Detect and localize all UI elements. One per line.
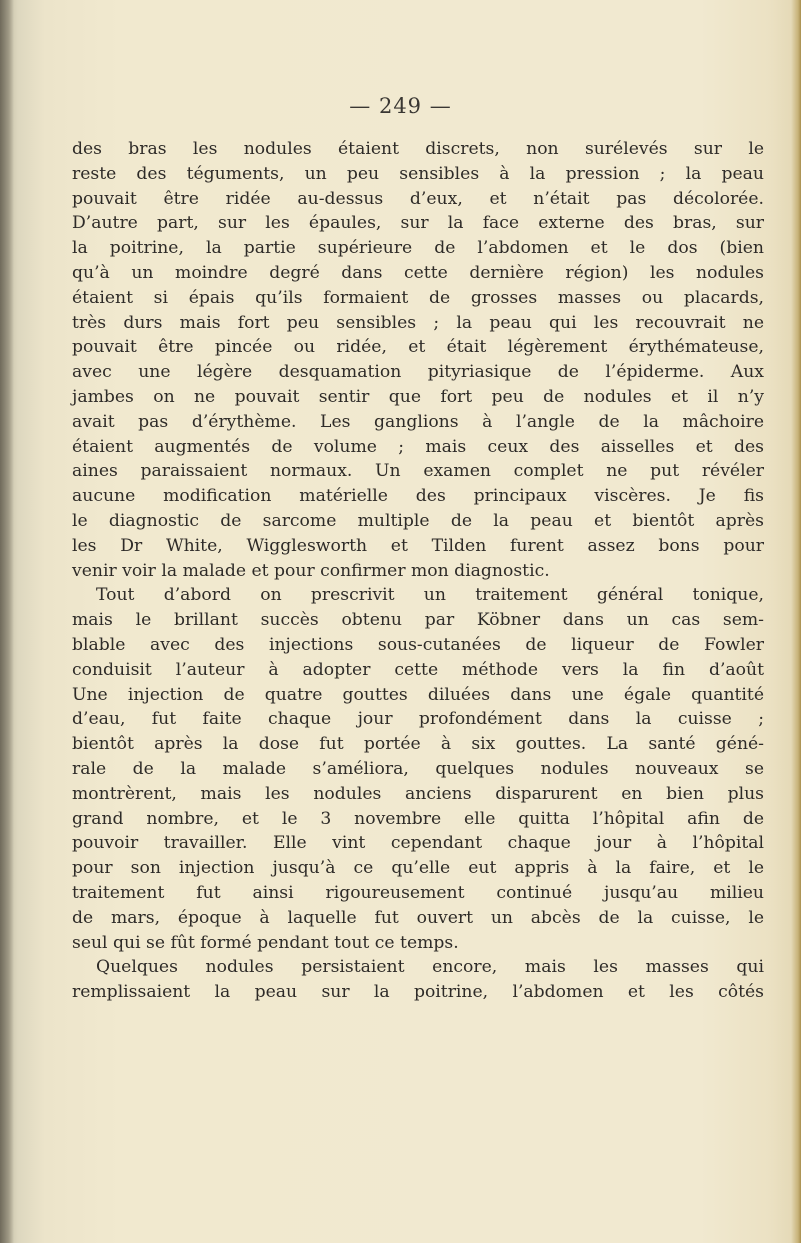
text-line: aucune modification matérielle des principaux viscères. Je fis	[72, 486, 764, 507]
text-line: avait pas d’érythème. Les ganglions à l’angle de la mâchoire	[72, 411, 764, 432]
text-line: rale de la malade s’améliora, quelques nodules nouveaux se	[72, 758, 764, 779]
text-line: étaient augmentés de volume ; mais ceux des aisselles et des	[72, 436, 764, 457]
text-line: Quelques nodules persistaient encore, mais les masses qui	[96, 957, 764, 978]
text-line: la poitrine, la partie supérieure de l’abdomen et le dos (bien	[72, 238, 764, 259]
text-line: très durs mais fort peu sensibles ; la peau qui les recouvrait ne	[72, 312, 764, 333]
body-text	[72, 137, 764, 1005]
text-line: pouvait être pincée ou ridée, et était légèrement érythémateuse,	[72, 337, 764, 358]
text-line: Tout d’abord on prescrivit un traitement général tonique,	[96, 585, 764, 606]
text-line: les Dr White, Wigglesworth et Tilden furent assez bons pour	[72, 535, 764, 556]
text-line: étaient si épais qu’ils formaient de grosses masses ou placards,	[72, 287, 764, 308]
text-line: montrèrent, mais les nodules anciens disparurent en bien plus	[72, 783, 764, 804]
text-line: le diagnostic de sarcome multiple de la peau et bientôt après	[72, 510, 764, 531]
text-line: Une injection de quatre gouttes diluées dans une égale quantité	[72, 684, 764, 705]
text-line: traitement fut ainsi rigoureusement continué jusqu’au milieu	[72, 882, 764, 903]
text-line: remplissaient la peau sur la poitrine, l’abdomen et les côtés	[72, 982, 764, 1003]
text-line: aines paraissaient normaux. Un examen complet ne put révéler	[72, 461, 764, 482]
text-line: blable avec des injections sous-cutanées de liqueur de Fowler	[72, 634, 764, 655]
text-line: qu’à un moindre degré dans cette dernière région) les nodules	[72, 262, 764, 283]
text-line: avec une légère desquamation pityriasique de l’épiderme. Aux	[72, 362, 764, 383]
page-number: — 249 —	[349, 94, 452, 118]
text-line: conduisit l’auteur à adopter cette méthode vers la fin d’août	[72, 659, 764, 680]
text-line: de mars, époque à laquelle fut ouvert un abcès de la cuisse, le	[72, 907, 764, 928]
text-line: D’autre part, sur les épaules, sur la face externe des bras, sur	[72, 213, 764, 234]
text-line: pouvoir travailler. Elle vint cependant chaque jour à l’hôpital	[72, 833, 764, 854]
text-line: jambes on ne pouvait sentir que fort peu de nodules et il n’y	[72, 386, 764, 407]
text-line: reste des téguments, un peu sensibles à la pression ; la peau	[72, 163, 764, 184]
text-line: pouvait être ridée au-dessus d’eux, et n’était pas décolorée.	[72, 188, 764, 209]
binding-shadow	[0, 0, 14, 1243]
page-edge	[791, 0, 801, 1243]
text-line: seul qui se fût formé pendant tout ce temps.	[72, 932, 459, 953]
text-line: venir voir la malade et pour confirmer mon diagnostic.	[72, 560, 550, 581]
text-line: des bras les nodules étaient discrets, non surélevés sur le	[72, 139, 764, 159]
text-line: pour son injection jusqu’à ce qu’elle eut appris à la faire, et le	[72, 858, 764, 879]
text-line: grand nombre, et le 3 novembre elle quitta l’hôpital afin de	[72, 808, 764, 829]
text-line: bientôt après la dose fut portée à six gouttes. La santé géné-	[72, 734, 764, 755]
text-line: mais le brillant succès obtenu par Köbner dans un cas sem-	[72, 610, 764, 631]
text-line: d’eau, fut faite chaque jour profondément dans la cuisse ;	[72, 709, 764, 730]
